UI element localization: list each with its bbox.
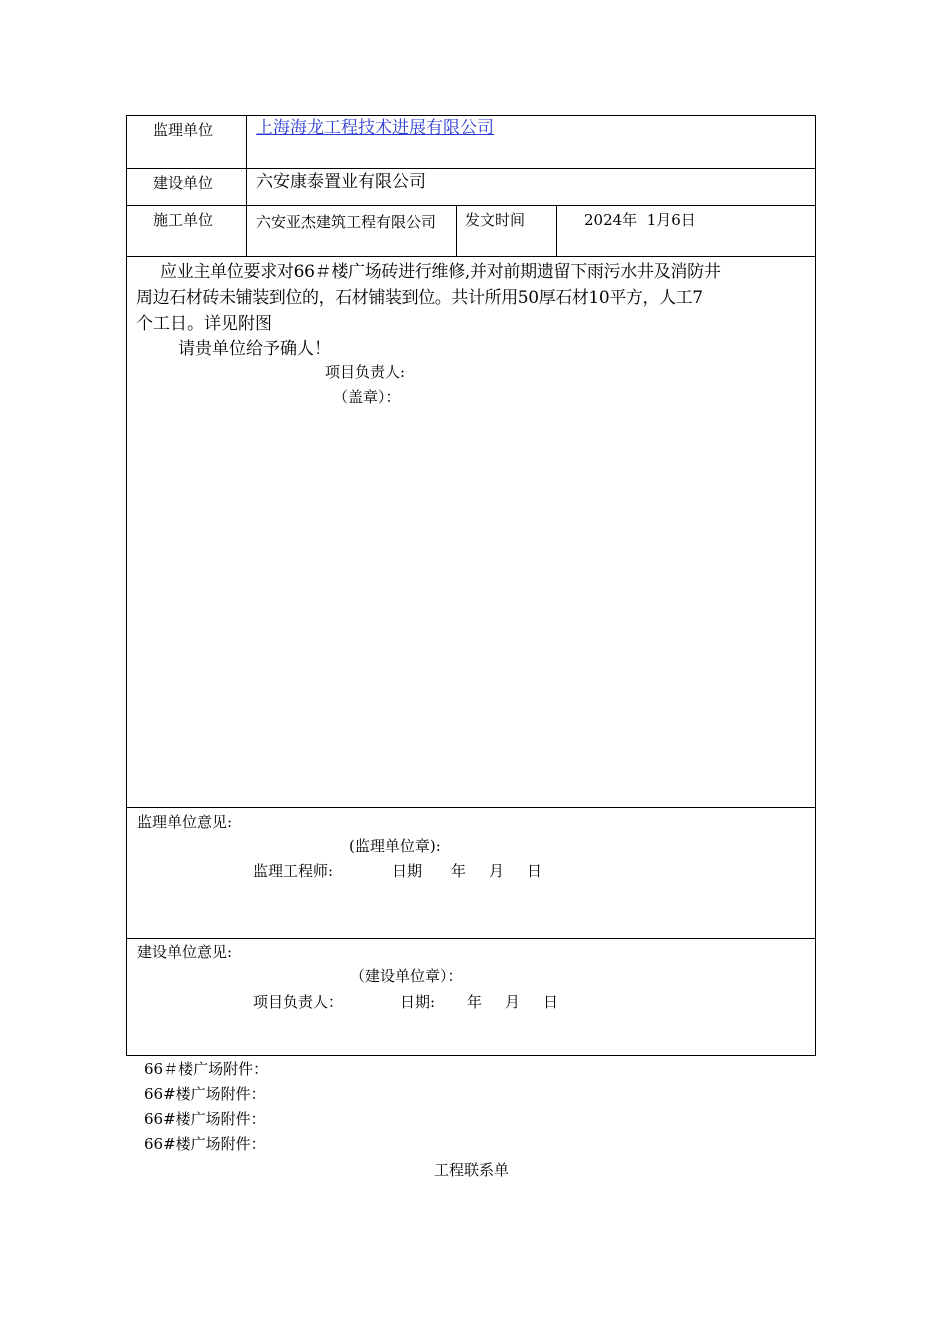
column-divider xyxy=(456,205,457,256)
owner-date-label: 日期: xyxy=(400,993,436,1011)
supervision-year-label: 年 xyxy=(451,862,467,880)
supervision-date-label: 日期 xyxy=(392,862,423,880)
supervision-month-label: 月 xyxy=(489,862,505,880)
supervision-seal-label: (监理单位章): xyxy=(349,837,441,855)
row-divider xyxy=(126,205,816,206)
attachment-item: 66#楼广场附件： xyxy=(144,1110,266,1128)
attachment-item: 66#楼广场附件： xyxy=(144,1085,266,1103)
document-footer-title: 工程联系单 xyxy=(434,1161,510,1179)
supervision-day-label: 日 xyxy=(527,862,543,880)
row-divider xyxy=(126,168,816,169)
owner-unit-value: 六安康泰置业有限公司 xyxy=(256,172,426,192)
attachment-item: 66#楼广场附件： xyxy=(144,1135,266,1153)
supervision-unit-link[interactable]: 上海海龙工程技术进展有限公司 xyxy=(256,118,494,138)
owner-day-label: 日 xyxy=(543,993,559,1011)
body-paragraph-line: 周边石材砖未铺装到位的，石材铺装到位。共计所用50厚石材10平方，人工7 xyxy=(136,288,703,308)
owner-year-label: 年 xyxy=(467,993,483,1011)
request-confirmation: 请贵单位给予确人！ xyxy=(178,339,331,359)
body-paragraph-line: 应业主单位要求对66＃楼广场砖进行维修,并对前期遗留下雨污水井及消防井 xyxy=(160,262,721,282)
owner-seal-label: （建设单位章）： xyxy=(350,967,463,985)
owner-month-label: 月 xyxy=(505,993,521,1011)
issue-time-value: 2024年 1月6日 xyxy=(584,211,696,229)
supervision-unit-label: 监理单位 xyxy=(153,121,214,139)
body-paragraph-line: 个工日。详见附图 xyxy=(136,314,272,334)
seal-label: （盖章）： xyxy=(333,388,401,406)
attachment-item: 66＃楼广场附件： xyxy=(144,1060,269,1078)
issue-time-label: 发文时间 xyxy=(465,211,526,229)
project-manager-label: 项目负责人: xyxy=(325,363,406,381)
contractor-unit-label: 施工单位 xyxy=(153,211,214,229)
owner-pm-label: 项目负责人： xyxy=(253,993,344,1011)
contractor-unit-value: 六安亚杰建筑工程有限公司 xyxy=(256,213,437,231)
row-divider xyxy=(126,807,816,808)
owner-unit-label: 建设单位 xyxy=(153,174,214,192)
owner-opinion-title: 建设单位意见: xyxy=(137,943,233,961)
column-divider xyxy=(556,205,557,256)
supervision-opinion-title: 监理单位意见: xyxy=(137,813,233,831)
supervision-engineer-label: 监理工程师: xyxy=(253,862,334,880)
row-divider xyxy=(126,256,816,257)
column-divider xyxy=(246,115,247,256)
row-divider xyxy=(126,938,816,939)
